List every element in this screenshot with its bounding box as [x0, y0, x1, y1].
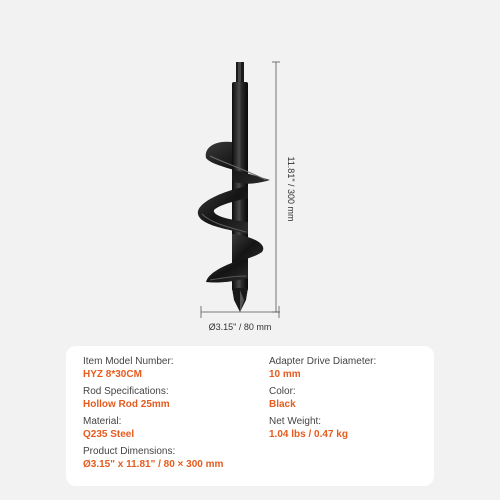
- spec-adapter-drive-diameter: [269, 355, 376, 382]
- spec-label: Color:: [269, 386, 296, 397]
- spec-value: Hollow Rod 25mm: [83, 399, 170, 410]
- spec-color: [269, 385, 376, 412]
- spec-label: Item Model Number:: [83, 356, 174, 367]
- spec-label: Adapter Drive Diameter:: [269, 356, 377, 367]
- spec-column-left: [83, 355, 223, 475]
- spec-card: [66, 346, 434, 486]
- spec-value: 10 mm: [269, 369, 301, 380]
- spec-label: Product Dimensions:: [83, 446, 176, 457]
- spec-label: Material:: [83, 416, 122, 427]
- spec-value: Q235 Steel: [83, 429, 135, 440]
- spec-item-model-number: [83, 355, 223, 382]
- spiral-blade-bottom: [206, 258, 248, 283]
- spec-material: [83, 415, 223, 442]
- spec-label: Rod Specifications:: [83, 386, 169, 397]
- spec-value: 1.04 lbs / 0.47 kg: [269, 429, 348, 440]
- shank-collar: [232, 82, 248, 91]
- spec-product-dimensions: [83, 445, 223, 472]
- spec-value: Black: [269, 399, 296, 410]
- spec-label: Net Weight:: [269, 416, 322, 427]
- diameter-dimension-label: Ø3.15" / 80 mm: [208, 322, 272, 332]
- spec-value: Ø3.15" x 11.81" / 80 × 300 mm: [83, 459, 224, 470]
- spec-net-weight: [269, 415, 376, 442]
- product-stage: 11.81" / 300 mm Ø3.15" / 80 mm: [0, 0, 500, 340]
- spec-value: HYZ 8*30CM: [83, 369, 142, 380]
- spec-rod-specifications: [83, 385, 223, 412]
- spec-column-right: [269, 355, 376, 445]
- height-dimension-line: [272, 62, 280, 312]
